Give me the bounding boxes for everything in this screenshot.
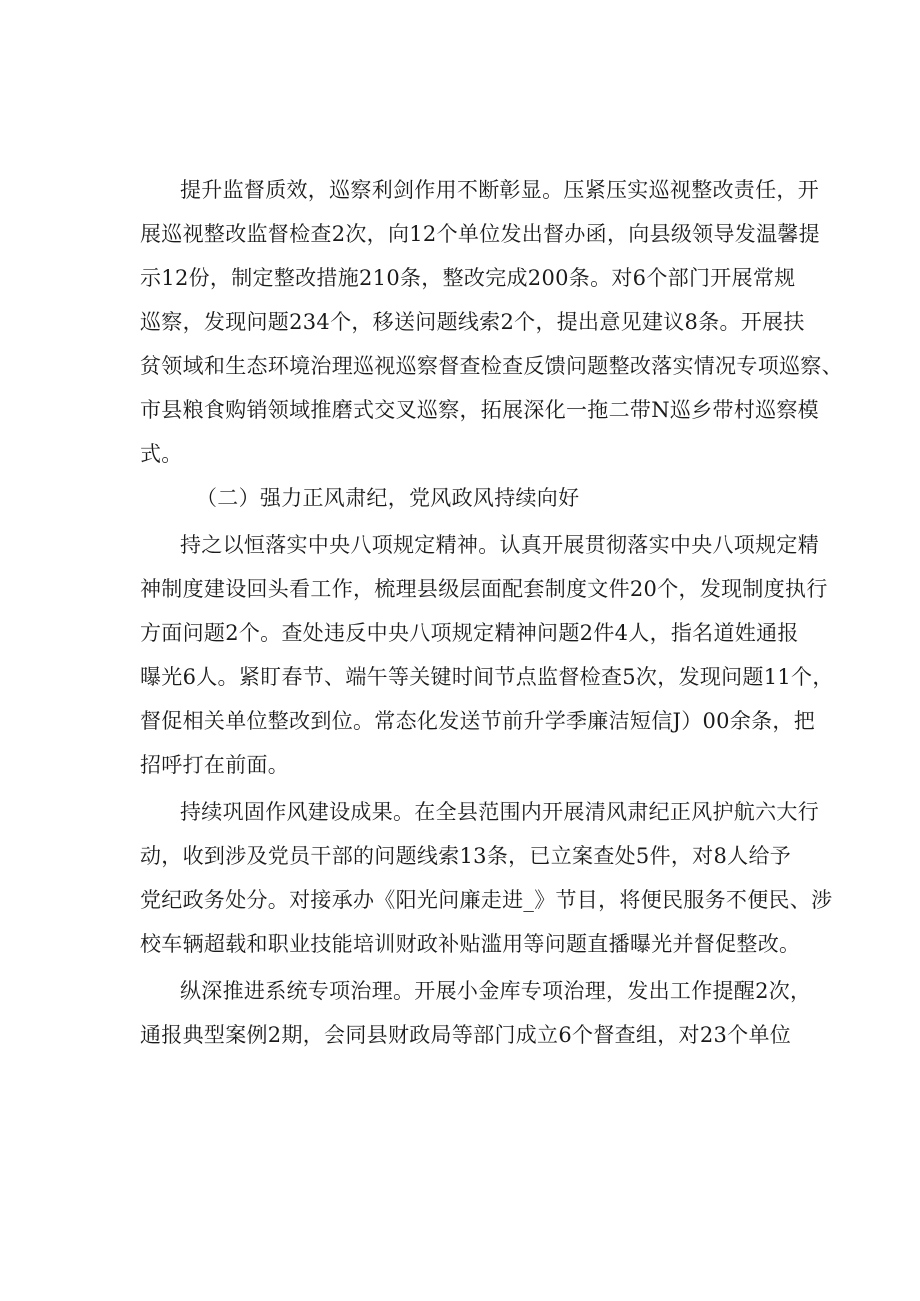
text-line: 校车辆超载和职业技能培训财政补贴滥用等问题直播曝光并督促整改。 xyxy=(140,932,801,956)
text-line: 贫领域和生态环境治理巡视巡察督查检查反馈问题整改落实情况专项巡察、 xyxy=(140,354,843,378)
text-line: 展巡视整改监督检查2次，向12个单位发出督办函，向县级领导发温馨提 xyxy=(140,222,820,246)
text-line: 神制度建设回头看工作，梳理县级层面配套制度文件20个，发现制度执行 xyxy=(140,577,828,601)
heading-text: （二）强力正风肃纪，党风政风持续向好 xyxy=(196,486,580,510)
paragraph-eight-rules xyxy=(140,523,834,787)
paragraph-supervision xyxy=(140,168,843,476)
text-line: 曝光6人。紧盯春节、端午等关键时间节点监督检查5次，发现问题11个， xyxy=(140,665,834,689)
text-line: 巡察，发现问题234个，移送问题线索2个，提出意见建议8条。开展扶 xyxy=(140,310,805,334)
text-line: 持续巩固作风建设成果。在全县范围内开展清风肃纪正风护航六大行 xyxy=(180,800,819,824)
section-heading xyxy=(140,476,788,520)
text-line: 示12份，制定整改措施210条，整改完成200条。对6个部门开展常规 xyxy=(140,266,796,290)
text-line: 党纪政务处分。对接承办《阳光问廉走进_》节目，将便民服务不便民、涉 xyxy=(140,888,833,912)
text-line: 纵深推进系统专项治理。开展小金库专项治理，发出工作提醒2次， xyxy=(180,979,812,1003)
text-line: 式。 xyxy=(140,442,183,466)
document-body xyxy=(140,168,843,1057)
paragraph-work-style xyxy=(140,790,833,966)
text-line: 持之以恒落实中央八项规定精神。认真开展贯彻落实中央八项规定精 xyxy=(180,533,819,557)
text-line: 动，收到涉及党员干部的问题线索13条，已立案查处5件，对8人给予 xyxy=(140,844,792,868)
text-line: 提升监督质效，巡察利剑作用不断彰显。压紧压实巡视整改责任，开 xyxy=(180,178,819,202)
text-line: 招呼打在前面。 xyxy=(140,753,290,777)
text-line: 通报典型案例2期，会同县财政局等部门成立6个督查组，对23个单位 xyxy=(140,1023,792,1047)
text-line: 方面问题2个。查处违反中央八项规定精神问题2件4人，指名道姓通报 xyxy=(140,621,799,645)
text-line: 督促相关单位整改到位。常态化发送节前升学季廉洁短信J）00余条，把 xyxy=(140,709,816,733)
text-line: 市县粮食购销领域推磨式交叉巡察，拓展深化一拖二带N巡乡带村巡察模 xyxy=(140,398,819,422)
paragraph-special-governance xyxy=(140,969,812,1057)
